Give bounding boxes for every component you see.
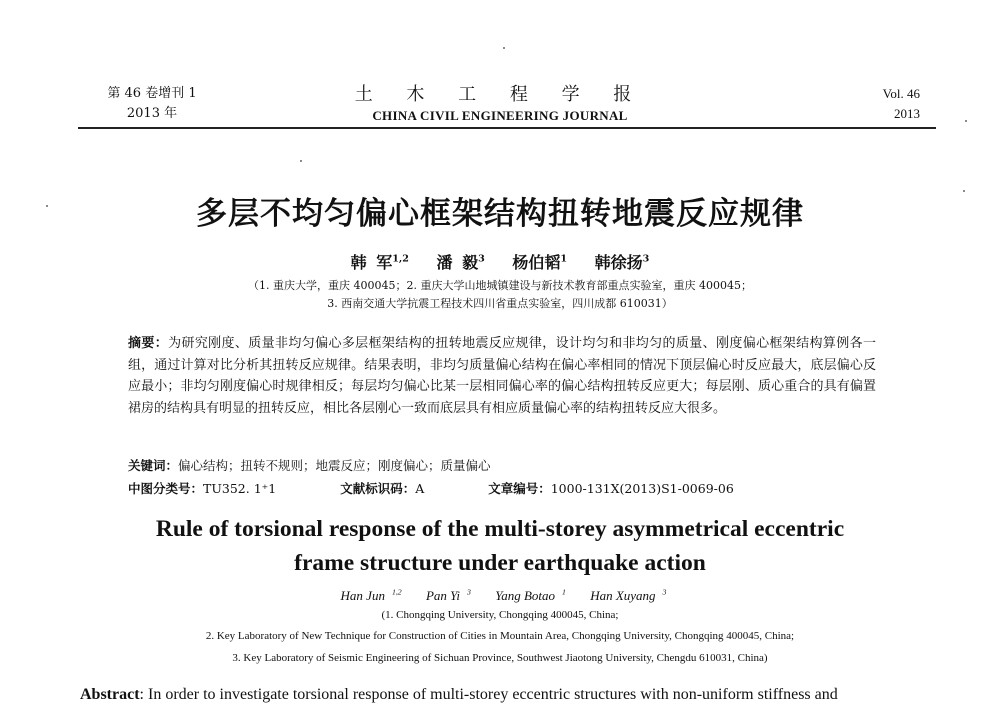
abstract-cn xyxy=(128,333,876,419)
doc-code: 文献标识码：A xyxy=(340,481,425,496)
title-en-line-2: frame structure under earthquake action xyxy=(294,550,706,576)
abstract-cn-text: 为研究刚度、质量非均匀偏心多层框架结构的扭转地震反应规律，设计均匀和非均匀的质量、刚度偏心框架结构算例各一组，通过计算对比分析其扭转反应规律。结果表明，非均匀质量偏心结构在偏心率相同的情况下顶层偏心时反应最大，底层偏心反应最小；非均匀刚度偏心时规律相反；每层均匀偏心比某一层相同偏心率的偏心结构扭转反应更大；每层刚、质心重合的具有偏置裙房的结构具有明显的扭转反应，相比各层刚心一致而底层具有相应质量偏心率的结构扭转反应大很多。 xyxy=(128,336,876,416)
header-volume-en xyxy=(860,84,920,124)
classification-line xyxy=(128,479,888,497)
volume-cn: 第 46 卷增刊 1 xyxy=(107,86,197,101)
abstract-en-label: Abstract xyxy=(80,686,140,703)
affiliation-en-1: (1. Chongqing University, Chongqing 400045, China; xyxy=(381,609,619,621)
scan-speck xyxy=(300,160,302,162)
author-cn: 韩 军$^{1,2}$ xyxy=(350,253,409,272)
author-en: Yang Botao $^1$ xyxy=(495,587,566,603)
clc-code: 中图分类号：TU352. 1⁺1 xyxy=(128,481,277,496)
affiliation-en-2: 2. Key Laboratory of New Technique for Construction of Cities in Mountain Area, Chongqing University, Chongqing 400045, China; xyxy=(205,630,795,642)
year-en: 2013 xyxy=(894,106,920,121)
title-en-line-1: Rule of torsional response of the multi-storey asymmetrical eccentric xyxy=(155,516,845,542)
author-cn: 韩徐扬$^3$ xyxy=(594,253,650,272)
volume-en: Vol. 46 xyxy=(882,86,920,101)
scan-speck xyxy=(965,120,967,122)
author-en: Han Jun $^{1,2}$ xyxy=(340,587,402,603)
author-en: Han Xuyang $^3$ xyxy=(590,587,667,603)
abstract-cn-label: 摘要： xyxy=(128,336,169,351)
author-cn: 杨伯韬$^1$ xyxy=(512,253,568,272)
year-cn: 2013 年 xyxy=(126,106,178,121)
header-volume-cn xyxy=(92,84,212,124)
author-list-cn xyxy=(0,250,1000,273)
keywords-text: 偏心结构；扭转不规则；地震反应；刚度偏心；质量偏心 xyxy=(178,458,491,473)
paper-title-en xyxy=(0,512,1000,580)
abstract-en xyxy=(80,683,940,707)
article-number: 文章编号：1000-131X(2013)S1-0069-06 xyxy=(488,481,734,496)
keywords-cn xyxy=(128,456,888,474)
abstract-en-text: : In order to investigate torsional response of multi-storey eccentric structures with non-uniform stiffness and xyxy=(139,686,838,703)
journal-title-en: CHINA CIVIL ENGINEERING JOURNAL xyxy=(372,108,628,123)
journal-title-cn: 土 木 工 程 学 报 xyxy=(354,84,646,105)
affiliation-en-3: 3. Key Laboratory of Seismic Engineering of Sichuan Province, Southwest Jiaotong University, Chengdu 610031, China) xyxy=(232,652,768,664)
author-list-en xyxy=(0,588,1000,604)
affiliation-cn-1: （1. 重庆大学，重庆 400045；2. 重庆大学山地城镇建设与新技术教育部重点实验室，重庆 400045； xyxy=(248,279,752,292)
author-cn: 潘 毅$^3$ xyxy=(436,253,485,272)
scan-speck xyxy=(503,47,505,49)
header-rule xyxy=(78,127,936,129)
affiliation-cn-2: 3. 西南交通大学抗震工程技术四川省重点实验室，四川成都 610031） xyxy=(327,297,673,310)
author-en: Pan Yi $^3$ xyxy=(425,587,471,603)
paper-title-cn: 多层不均匀偏心框架结构扭转地震反应规律 xyxy=(196,196,804,232)
header-journal xyxy=(300,80,700,124)
keywords-label: 关键词： xyxy=(128,458,179,473)
